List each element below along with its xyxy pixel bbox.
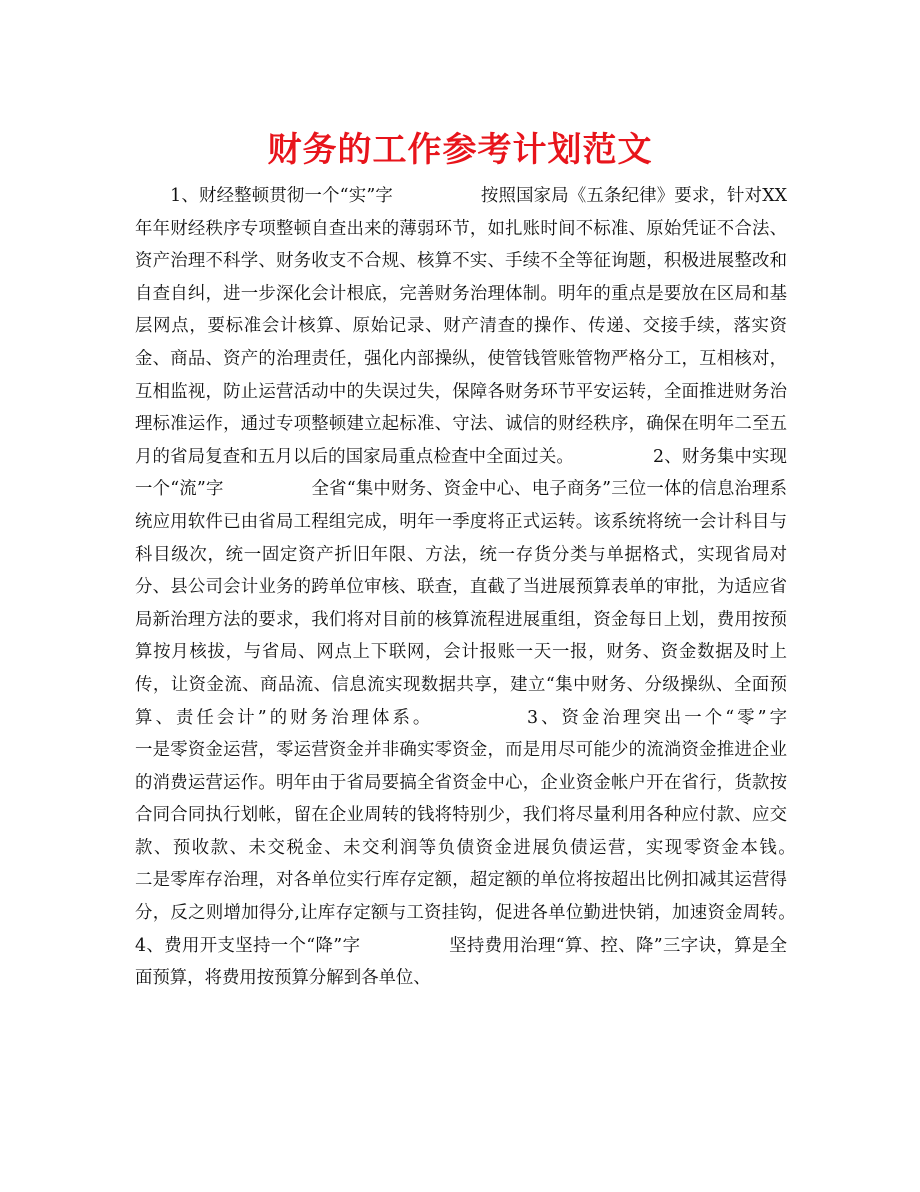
document-title: 财务的工作参考计划范文 (267, 130, 653, 170)
document-body: 1、财经整顿贯彻一个“实”字 按照国家局《五条纪律》要求，针对XX年年财经秩序专项整顿自查出来的薄弱环节，如扎账时间不标准、原始凭证不合法、资产治理不科学、财务收支不合规、核算不实、手续不全等征询题，积极进展整改和自查自纠，进一步深化会计根底，完善财务治理体制。明年的重点是要放在区局和基层网点，要标准会计核算、原始记录、财产清查的操作、传递、交接手续，落实资金、商品、资产的治理责任，强化内部操纵，使管钱管账管物严格分工，互相核对，互相监视，防止运营活动中的失误过失，保障各财务环节平安运转，全面推进财务治理标准运作，通过专项整顿建立起标准、守法、诚信的财经秩序，确保在明年二至五月的省局复查和五月以后的国家局重点检查中全面过关。 2、财务集中实现一个“流”字 全省“集中财务、资金中心、电子商务”三位一体的信息治理系统应用软件已由省局工程组完成，明年一季度将正式运转。该系统将统一会计科目与科目级次，统一固定资产折旧年限、方法，统一存货分类与单据格式，实现省局对分、县公司会计业务的跨单位审核、联查，直截了当进展预算表单的审批，为适应省局新治理方法的要求，我们将对目前的核算流程进展重组，资金每日上划，费用按预算按月核拔，与省局、网点上下联网，会计报账一天一报，财务、资金数据及时上传，让资金流、商品流、信息流实现数据共享，建立“集中财务、分级操纵、全面预算、责任会计”的财务治理体系。 3、资金治理突出一个“零”字 一是零资金运营，零运营资金并非确实零资金，而是用尽可能少的流淌资金推进企业的消费运营运作。明年由于省局要搞全省资金中心，企业资金帐户开在省行，货款按合同合同执行划帐，留在企业周转的钱将特别少，我们将尽量利用各种应付款、应交款、预收款、未交税金、未交利润等负债资金进展负债运营，实现零资金本钱。 二是零库存治理，对各单位实行库存定额，超定额的单位将按超出比例扣减其运营得分，反之则增加得分,让库存定额与工资挂钩，促进各单位勤进快销，加速资金周转。 4、费用开支坚持一个“降”字 坚持费用治理“算、控、降”三字诀，算是全面预算，将费用按预算分解到各单位、 (135, 186, 874, 989)
